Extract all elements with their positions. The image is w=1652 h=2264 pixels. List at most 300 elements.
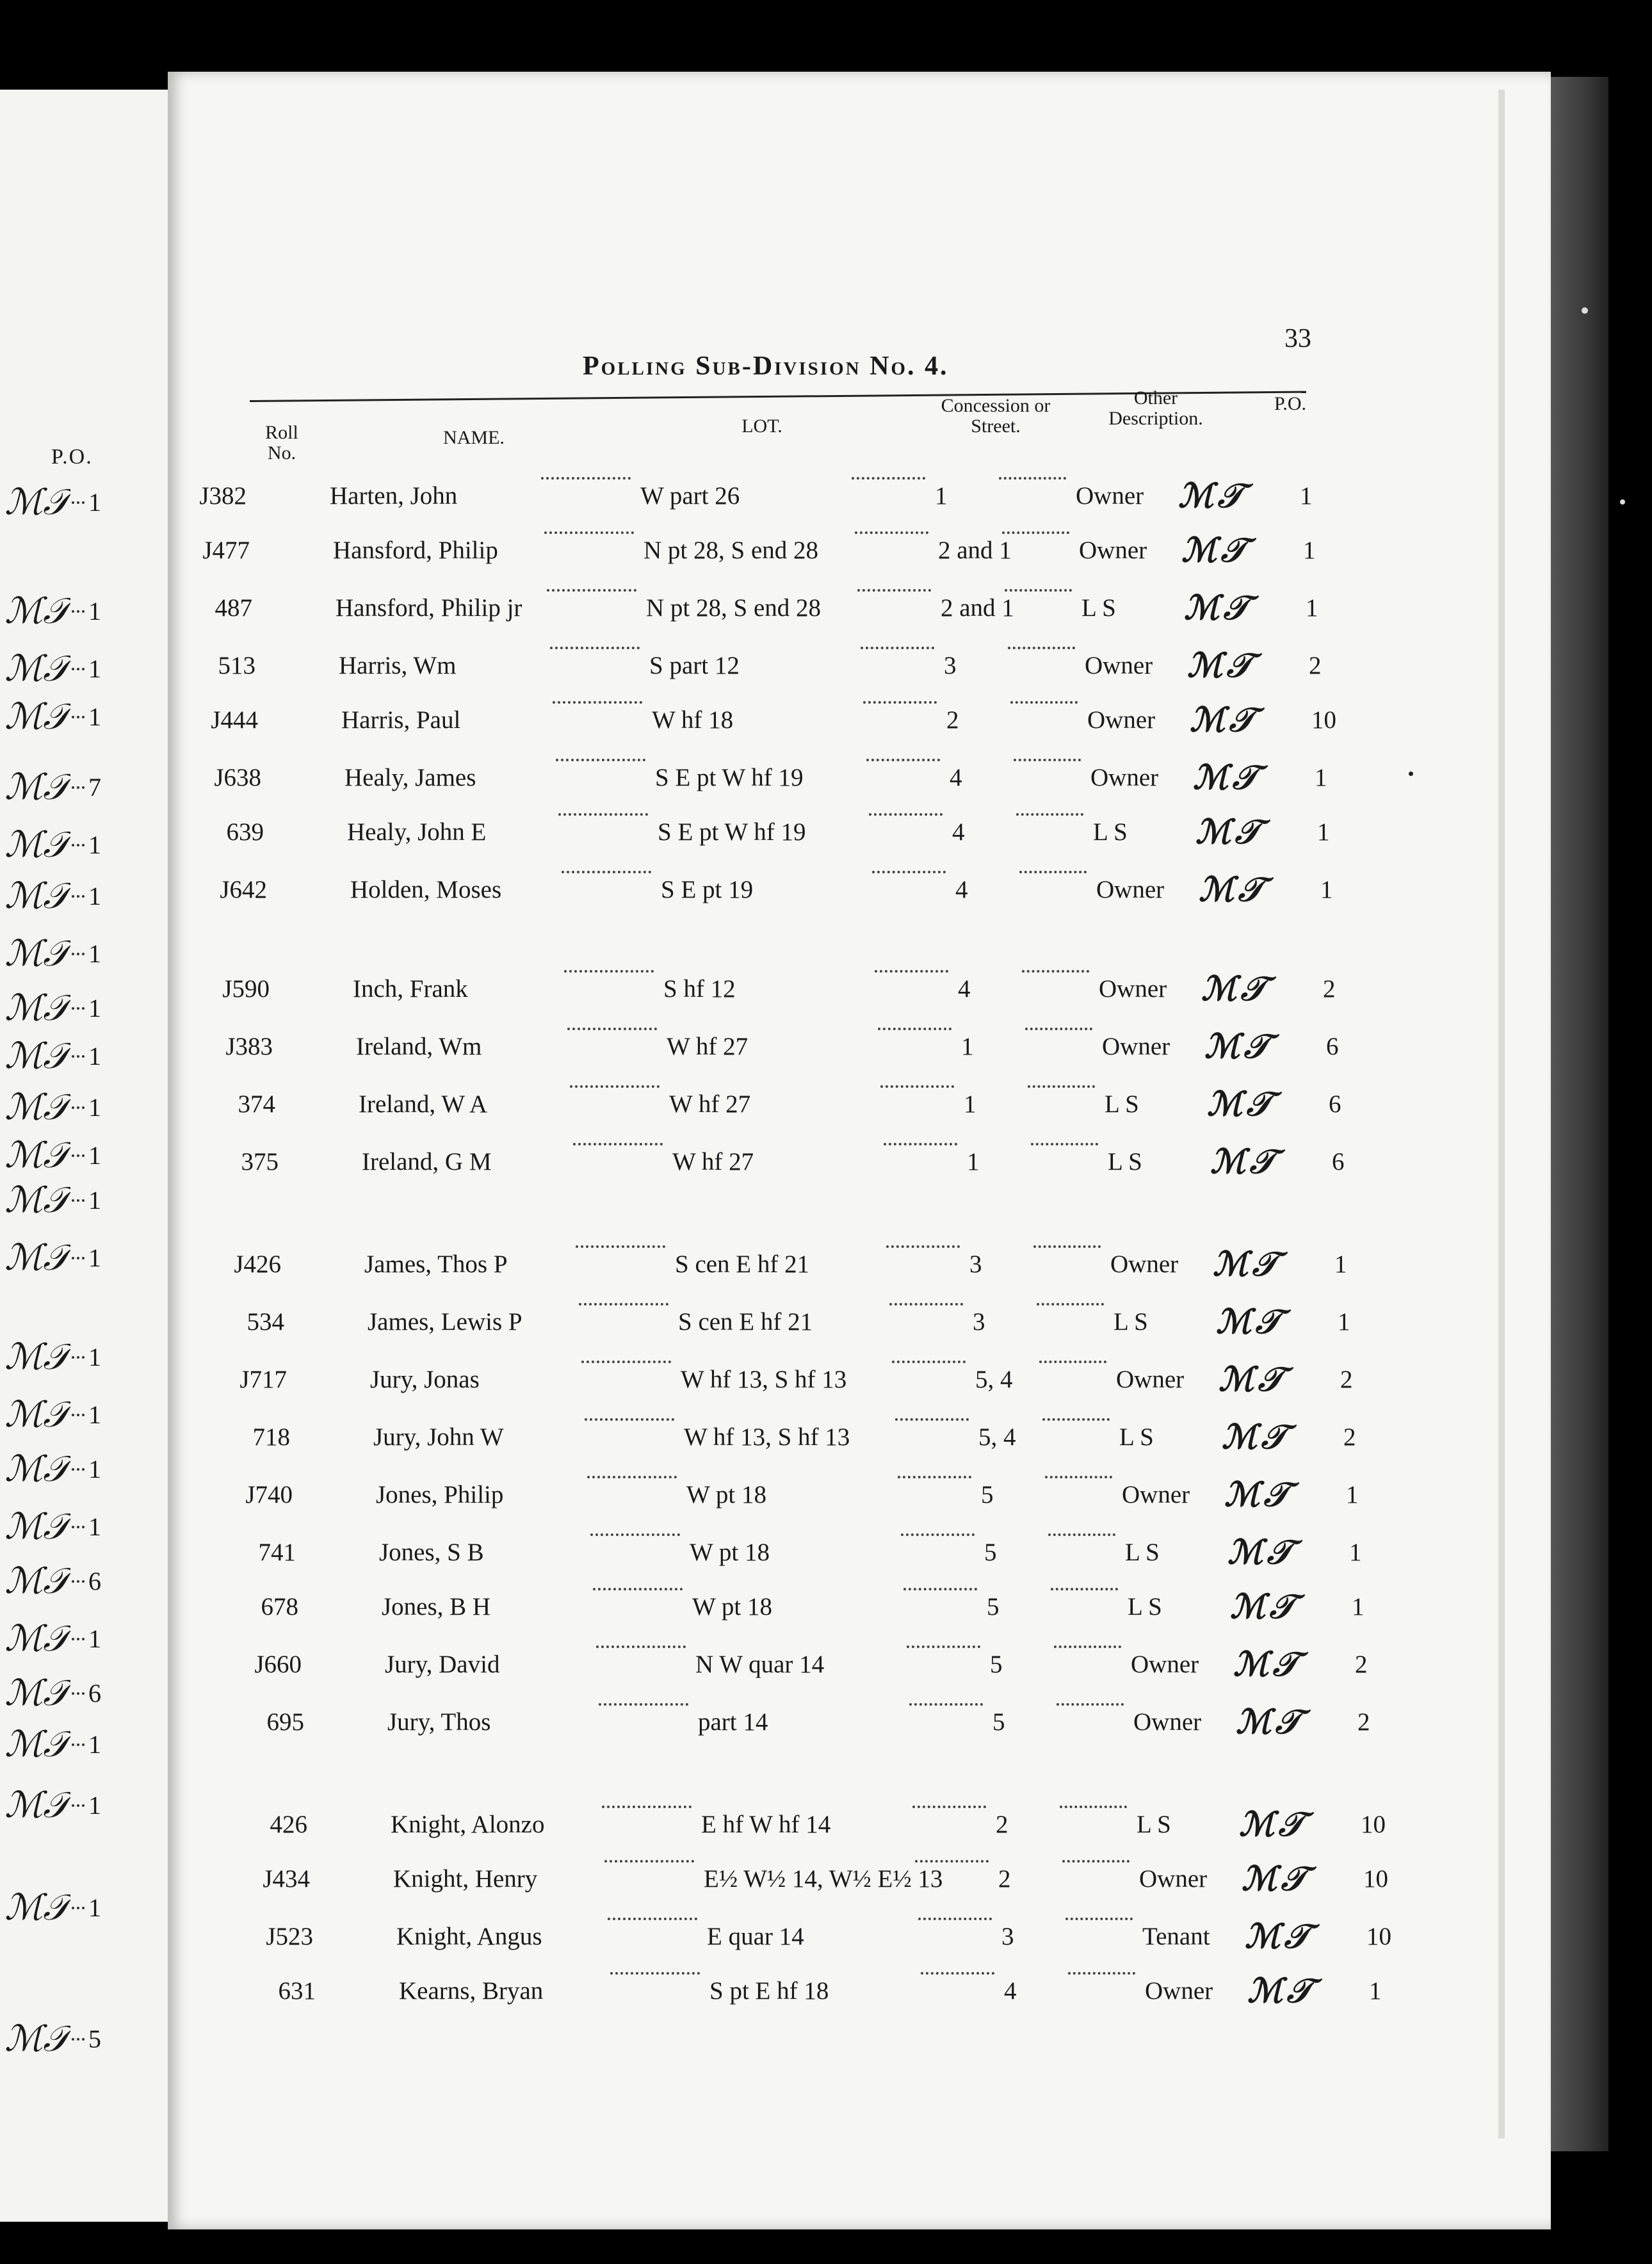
po-value: 1	[88, 488, 101, 517]
po-value: 6	[1329, 1090, 1341, 1118]
dot-leader	[1005, 589, 1072, 592]
dot-leader	[1002, 531, 1069, 534]
po-value: 1	[88, 994, 101, 1023]
handwritten-mark: ℳ𝒯	[4, 1450, 70, 1489]
dot-leader	[72, 1526, 85, 1528]
po-value: 10	[1366, 1923, 1391, 1950]
handwritten-mark: ℳ𝒯	[1184, 588, 1253, 627]
po-value: 1	[1369, 1977, 1382, 2005]
concession-value: 2	[996, 1811, 1008, 1838]
page-number: 33	[1284, 324, 1311, 353]
voter-name: Hansford, Philip	[333, 537, 498, 564]
concession-value: 5	[987, 1593, 1000, 1621]
table-row	[0, 759, 1473, 797]
po-value: 1	[88, 1093, 101, 1122]
other-description: Owner	[1145, 1977, 1213, 2005]
handwritten-mark: ℳ𝒯	[4, 1396, 70, 1434]
handwritten-mark: ℳ𝒯	[4, 1136, 70, 1175]
dot-leader	[72, 1199, 85, 1202]
po-value: 6	[88, 1567, 101, 1596]
po-value: 1	[88, 939, 101, 968]
lot-description: W hf 18	[652, 706, 734, 734]
voter-name: Ireland, Wm	[356, 1033, 482, 1060]
other-description: L S	[1108, 1148, 1142, 1176]
dot-leader	[863, 701, 937, 704]
handwritten-mark: ℳ𝒯	[1242, 1859, 1311, 1898]
dot-leader	[1037, 1303, 1104, 1306]
concession-value: 1	[961, 1033, 974, 1060]
po-value: 2	[1340, 1366, 1353, 1393]
dot-leader	[912, 1806, 986, 1808]
table-row	[0, 1245, 1473, 1284]
dot-leader	[72, 1692, 85, 1695]
po-value: 1	[88, 1243, 101, 1272]
voter-name: Harris, Wm	[339, 652, 457, 679]
handwritten-mark: ℳ𝒯	[1190, 700, 1259, 740]
po-value: 10	[1363, 1865, 1388, 1893]
handwritten-mark: ℳ𝒯	[4, 1338, 70, 1377]
table-row	[0, 1972, 1473, 2010]
dot-leader	[1054, 1645, 1121, 1648]
other-description: Owner	[1079, 537, 1147, 564]
lot-description: W hf 13, S hf 13	[681, 1366, 847, 1393]
lot-description: E½ W½ 14, W½ E½ 13	[704, 1865, 943, 1893]
handwritten-mark: ℳ𝒯	[4, 1239, 70, 1277]
dot-leader	[869, 813, 943, 816]
roll-number: J382	[199, 482, 247, 510]
roll-number: J426	[234, 1250, 281, 1278]
voter-name: Jones, Philip	[376, 1481, 504, 1508]
dot-leader	[866, 759, 940, 761]
table-row	[0, 589, 1473, 627]
lot-description: S cen E hf 21	[678, 1308, 813, 1336]
dot-leader	[1065, 1918, 1133, 1920]
other-description: Owner	[1131, 1651, 1199, 1678]
lot-description: S E pt W hf 19	[658, 818, 806, 846]
po-value: 6	[88, 1679, 101, 1708]
handwritten-mark: ℳ𝒯	[1236, 1702, 1305, 1742]
dot-leader	[884, 1143, 957, 1145]
column-header-concession: Concession or Street.	[941, 395, 1051, 437]
dot-leader	[886, 1245, 960, 1248]
voter-name: Jury, David	[385, 1651, 500, 1678]
lot-description: W hf 27	[667, 1033, 749, 1060]
po-value: 10	[1361, 1811, 1386, 1838]
roll-number: J444	[211, 706, 258, 734]
roll-number: J660	[254, 1651, 302, 1678]
other-description: Owner	[1133, 1708, 1202, 1736]
other-description: Owner	[1116, 1366, 1185, 1393]
dot-leader	[1042, 1418, 1110, 1421]
po-value: 2	[1343, 1423, 1356, 1451]
dot-leader	[1057, 1703, 1124, 1706]
table-row	[0, 1918, 1473, 1956]
table-row	[0, 647, 1473, 685]
concession-value: 4	[1004, 1977, 1017, 2005]
dot-leader	[550, 647, 640, 649]
other-description: L S	[1119, 1423, 1154, 1451]
handwritten-mark: ℳ𝒯	[1195, 813, 1265, 852]
handwritten-mark: ℳ𝒯	[1199, 870, 1268, 909]
handwritten-mark: ℳ𝒯	[1227, 1533, 1297, 1572]
dot-leader	[1014, 759, 1081, 761]
dot-leader	[1008, 647, 1075, 649]
dot-leader	[72, 1580, 85, 1583]
voter-name: Jury, John W	[373, 1423, 504, 1451]
dot-leader	[567, 1028, 657, 1030]
dot-leader	[909, 1703, 983, 1706]
dot-leader	[898, 1476, 971, 1478]
concession-value: 5	[981, 1481, 994, 1508]
lot-description: W hf 27	[669, 1090, 751, 1118]
column-header-po: P.O.	[1274, 393, 1307, 414]
handwritten-mark: ℳ𝒯	[4, 1674, 70, 1713]
handwritten-mark: ℳ𝒯	[1239, 1805, 1308, 1844]
concession-value: 5, 4	[975, 1366, 1013, 1393]
left-list-item	[0, 2020, 173, 2058]
concession-value: 5	[992, 1708, 1005, 1736]
column-header-lot: LOT.	[741, 416, 782, 437]
other-description: L S	[1105, 1090, 1139, 1118]
dot-leader	[581, 1361, 671, 1363]
dot-leader	[889, 1303, 963, 1306]
page-edge-dark	[1551, 77, 1608, 2151]
po-value: 1	[88, 1730, 101, 1759]
po-value: 1	[88, 702, 101, 731]
table-row	[0, 477, 1473, 515]
dot-leader	[1033, 1245, 1101, 1248]
handwritten-mark: ℳ𝒯	[1222, 1418, 1291, 1457]
handwritten-mark: ℳ𝒯	[4, 1889, 70, 1927]
po-value: 1	[1338, 1308, 1350, 1336]
roll-number: J477	[202, 537, 250, 564]
roll-number: 375	[241, 1148, 279, 1176]
other-description: L S	[1113, 1308, 1148, 1336]
voter-name: Knight, Henry	[393, 1865, 538, 1893]
dot-leader	[596, 1645, 686, 1648]
concession-value: 2	[998, 1865, 1011, 1893]
po-value: 1	[1300, 482, 1313, 510]
voter-name: Inch, Frank	[353, 975, 468, 1003]
dot-leader	[875, 970, 948, 973]
dot-leader	[541, 477, 631, 480]
po-value: 1	[88, 1624, 101, 1653]
po-value: 1	[88, 1186, 101, 1215]
table-row	[0, 1143, 1473, 1181]
lot-description: E quar 14	[707, 1923, 804, 1950]
dot-leader	[608, 1918, 697, 1920]
po-value: 1	[1352, 1593, 1365, 1621]
dot-leader	[880, 1085, 954, 1088]
table-row	[0, 1860, 1473, 1898]
handwritten-mark: ℳ𝒯	[4, 698, 70, 736]
handwritten-mark: ℳ𝒯	[4, 989, 70, 1028]
voter-name: Jones, S B	[379, 1539, 484, 1566]
lot-description: N W quar 14	[695, 1651, 825, 1678]
table-row	[0, 1806, 1473, 1844]
concession-value: 5, 4	[978, 1423, 1016, 1451]
dot-leader	[576, 1245, 665, 1248]
roll-number: 513	[218, 652, 255, 679]
speck	[1620, 499, 1625, 505]
roll-number: 534	[247, 1308, 284, 1336]
table-row	[0, 1028, 1473, 1066]
po-value: 1	[88, 1042, 101, 1071]
voter-name: Jury, Jonas	[370, 1366, 480, 1393]
handwritten-mark: ℳ𝒯	[1213, 1245, 1282, 1284]
po-value: 1	[88, 1455, 101, 1484]
voter-name: Jones, B H	[382, 1593, 491, 1621]
handwritten-mark: ℳ𝒯	[4, 650, 70, 688]
page-edge-light	[1498, 90, 1505, 2139]
po-value: 1	[1334, 1250, 1347, 1278]
table-row	[0, 1361, 1473, 1399]
concession-value: 4	[952, 818, 965, 846]
dot-leader	[72, 1468, 85, 1471]
other-description: Owner	[1139, 1865, 1208, 1893]
dot-leader	[72, 1356, 85, 1359]
other-description: Owner	[1076, 482, 1144, 510]
table-row	[0, 813, 1473, 852]
roll-number: J740	[245, 1481, 293, 1508]
handwritten-mark: ℳ𝒯	[1181, 531, 1251, 570]
concession-value: 5	[990, 1651, 1003, 1678]
table-row	[0, 1703, 1473, 1742]
po-value: 10	[1311, 706, 1336, 734]
concession-value: 2 and 1	[938, 537, 1012, 564]
dot-leader	[587, 1476, 677, 1478]
dot-leader	[72, 1638, 85, 1640]
handwritten-mark: ℳ𝒯	[4, 826, 70, 864]
roll-number: J383	[225, 1033, 273, 1060]
roll-number: 741	[258, 1539, 296, 1566]
concession-value: 4	[955, 876, 968, 903]
dot-leader	[915, 1860, 989, 1863]
po-value: 1	[88, 1343, 101, 1371]
handwritten-mark: ℳ𝒯	[1224, 1475, 1293, 1514]
dot-leader	[903, 1588, 977, 1590]
lot-description: S pt E hf 18	[709, 1977, 829, 2005]
concession-value: 2	[946, 706, 959, 734]
dot-leader	[1016, 813, 1083, 816]
roll-number: 426	[270, 1811, 307, 1838]
dot-leader	[604, 1860, 694, 1863]
lot-description: W pt 18	[686, 1481, 766, 1508]
roll-number: 631	[278, 1977, 316, 2005]
roll-number: J523	[266, 1923, 313, 1950]
left-list-item	[0, 935, 173, 973]
roll-number: 695	[266, 1708, 304, 1736]
concession-value: 3	[973, 1308, 985, 1336]
voter-name: Harten, John	[330, 482, 458, 510]
dot-leader	[1022, 970, 1089, 973]
dot-leader	[72, 1743, 85, 1746]
dot-leader	[921, 1972, 994, 1975]
handwritten-mark: ℳ𝒯	[1201, 969, 1270, 1008]
po-value: 1	[1349, 1539, 1362, 1566]
dot-leader	[564, 970, 654, 973]
dot-leader	[1010, 701, 1078, 704]
lot-description: S part 12	[649, 652, 740, 679]
handwritten-mark: ℳ𝒯	[1210, 1142, 1279, 1181]
handwritten-mark: ℳ𝒯	[4, 935, 70, 973]
dot-leader	[1025, 1028, 1092, 1030]
voter-name: Kearns, Bryan	[399, 1977, 544, 2005]
dot-leader	[857, 589, 931, 592]
page-title: Polling Sub-Division No. 4.	[583, 352, 949, 381]
dot-leader	[872, 871, 946, 873]
handwritten-mark: ℳ𝒯	[1230, 1587, 1299, 1626]
handwritten-mark: ℳ𝒯	[4, 1620, 70, 1658]
voter-name: Hansford, Philip jr	[336, 594, 522, 622]
handwritten-mark: ℳ𝒯	[1207, 1085, 1276, 1124]
lot-description: W pt 18	[690, 1539, 770, 1566]
concession-value: 2 and 1	[941, 594, 1014, 622]
dot-leader	[1031, 1143, 1098, 1145]
handwritten-mark: ℳ𝒯	[4, 1786, 70, 1825]
table-row	[0, 1533, 1473, 1572]
concession-value: 5	[984, 1539, 997, 1566]
dot-leader	[999, 477, 1066, 480]
dot-leader	[72, 1907, 85, 1909]
table-row	[0, 871, 1473, 909]
po-value: 1	[1315, 764, 1327, 791]
po-value: 2	[1323, 975, 1336, 1003]
handwritten-mark: ℳ𝒯	[1193, 758, 1262, 797]
voter-name: James, Lewis P	[368, 1308, 522, 1336]
table-row	[0, 701, 1473, 740]
roll-number: J638	[214, 764, 261, 791]
table-row	[0, 1645, 1473, 1684]
other-description: L S	[1137, 1811, 1171, 1838]
dot-leader	[553, 701, 642, 704]
handwritten-mark: ℳ𝒯	[4, 592, 70, 631]
dot-leader	[918, 1918, 992, 1920]
lot-description: S E pt 19	[661, 876, 754, 903]
dot-leader	[570, 1085, 660, 1088]
po-value: 1	[1317, 818, 1330, 846]
roll-number: 374	[238, 1090, 275, 1118]
table-row	[0, 1303, 1473, 1341]
handwritten-mark: ℳ𝒯	[4, 1088, 70, 1127]
other-description: L S	[1093, 818, 1128, 846]
handwritten-mark: ℳ𝒯	[4, 1181, 70, 1220]
table-row	[0, 1476, 1473, 1514]
concession-value: 1	[964, 1090, 976, 1118]
speck	[1582, 307, 1588, 314]
po-value: 1	[88, 654, 101, 683]
dot-leader	[544, 531, 634, 534]
dot-leader	[593, 1588, 683, 1590]
po-value: 1	[1306, 594, 1318, 622]
handwritten-mark: ℳ𝒯	[1245, 1917, 1314, 1956]
dot-leader	[610, 1972, 700, 1975]
dot-leader	[547, 589, 636, 592]
roll-number: J590	[222, 975, 270, 1003]
left-po-header: P.O.	[51, 445, 93, 469]
other-description: Owner	[1096, 876, 1165, 903]
po-value: 1	[1346, 1481, 1359, 1508]
dot-leader	[852, 477, 925, 480]
dot-leader	[1060, 1806, 1127, 1808]
dot-leader	[892, 1361, 966, 1363]
dot-leader	[1068, 1972, 1135, 1975]
handwritten-mark: ℳ𝒯	[1233, 1645, 1302, 1684]
dot-leader	[907, 1645, 980, 1648]
concession-value: 3	[944, 652, 957, 679]
dot-leader	[1028, 1085, 1095, 1088]
po-value: 6	[1326, 1033, 1339, 1060]
voter-name: Holden, Moses	[350, 876, 502, 903]
concession-value: 1	[935, 482, 948, 510]
lot-description: W hf 13, S hf 13	[684, 1423, 850, 1451]
voter-name: Knight, Angus	[396, 1923, 542, 1950]
voter-name: Harris, Paul	[341, 706, 461, 734]
handwritten-mark: ℳ𝒯	[4, 2020, 70, 2058]
handwritten-mark: ℳ𝒯	[4, 1726, 70, 1764]
po-value: 2	[1355, 1651, 1368, 1678]
dot-leader	[556, 759, 645, 761]
dot-leader	[1048, 1533, 1115, 1536]
handwritten-mark: ℳ𝒯	[1187, 646, 1256, 685]
column-header-other: Other Description.	[1108, 387, 1203, 429]
concession-value: 3	[1001, 1923, 1014, 1950]
dot-leader	[878, 1028, 952, 1030]
roll-number: J434	[263, 1865, 310, 1893]
voter-name: Healy, John E	[347, 818, 487, 846]
other-description: Tenant	[1142, 1923, 1210, 1950]
lot-description: N pt 28, S end 28	[646, 594, 821, 622]
handwritten-mark: ℳ𝒯	[4, 877, 70, 916]
dot-leader	[590, 1533, 680, 1536]
speck	[1409, 772, 1413, 776]
lot-description: W hf 27	[672, 1148, 754, 1176]
handwritten-mark: ℳ𝒯	[1178, 476, 1247, 515]
concession-value: 4	[950, 764, 962, 791]
lot-description: S E pt W hf 19	[655, 764, 804, 791]
lot-description: E hf W hf 14	[701, 1811, 831, 1838]
po-value: 1	[88, 882, 101, 910]
other-description: L S	[1125, 1539, 1160, 1566]
roll-number: J642	[220, 876, 267, 903]
dot-leader	[599, 1703, 688, 1706]
po-value: 1	[88, 597, 101, 626]
po-value: 1	[1303, 537, 1316, 564]
roll-number: 639	[226, 818, 264, 846]
roll-number: 487	[215, 594, 252, 622]
dot-leader	[901, 1533, 975, 1536]
other-description: Owner	[1110, 1250, 1179, 1278]
handwritten-mark: ℳ𝒯	[1216, 1302, 1285, 1341]
other-description: L S	[1081, 594, 1116, 622]
voter-name: Ireland, W A	[359, 1090, 488, 1118]
dot-leader	[1051, 1588, 1118, 1590]
dot-leader	[1045, 1476, 1112, 1478]
concession-value: 1	[967, 1148, 980, 1176]
voter-name: James, Thos P	[364, 1250, 508, 1278]
dot-leader	[855, 531, 928, 534]
po-value: 6	[1332, 1148, 1345, 1176]
po-value: 1	[88, 1791, 101, 1820]
voter-name: Knight, Alonzo	[391, 1811, 545, 1838]
po-value: 5	[88, 2025, 101, 2053]
table-row	[0, 1418, 1473, 1457]
po-value: 1	[88, 1893, 101, 1922]
po-value: 1	[1320, 876, 1333, 903]
dot-leader	[1039, 1361, 1106, 1363]
po-value: 2	[1309, 652, 1322, 679]
roll-number: 678	[261, 1593, 298, 1621]
